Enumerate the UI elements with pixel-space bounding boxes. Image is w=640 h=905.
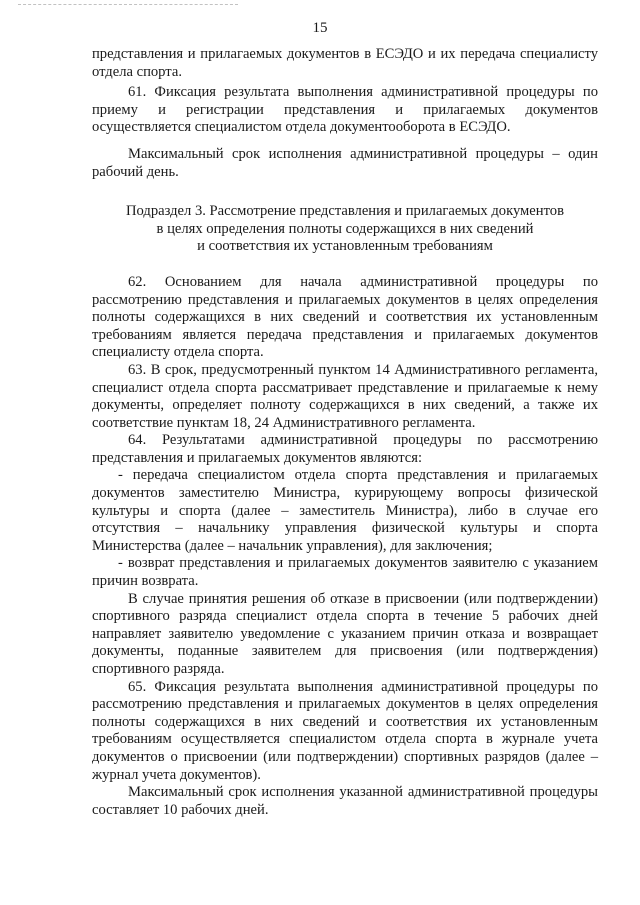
page-number: 15 bbox=[312, 20, 328, 36]
subsection-heading-line-2: в целях определения полноты содержащихся в них сведений bbox=[156, 220, 534, 237]
subsection-heading-line-3: и соответствия их установленным требованиям bbox=[197, 238, 493, 255]
paragraph-64-refusal: В случае принятия решения об отказе в присвоении (или подтверждении) спортивного разряда специалист отдела спорта в течение 5 рабочих дней направляет заявителю уведомление с указанием причин отказа и возвращает документы, поданные заявителем для присвоения (или подтверждения) спортивного разряда. bbox=[92, 590, 598, 677]
subsection-heading bbox=[92, 203, 598, 256]
paragraph-63: 63. В срок, предусмотренный пунктом 14 Административного регламента, специалист отдела спорта рассматривает представление и прилагаемые к нему документы, определяет полноту содержащихся в них сведений, а также их соответствие пунктам 18, 24 Административного регламента. bbox=[92, 361, 598, 431]
subsection-heading-line-1: Подраздел 3. Рассмотрение представления и прилагаемых документов bbox=[126, 203, 564, 220]
paragraph-intro-continuation: представления и прилагаемых документов в ЕСЭДО и их передача специалисту отдела спорта. bbox=[92, 46, 598, 80]
paragraph-64-list-item-transfer: - передача специалистом отдела спорта представления и прилагаемых документов заместителю Министра, курирующему вопросы физической культуры и спорта (далее – заместитель Министра), либо в случае его отсутствия – начальнику управления физической культуры и спорта Министерства (далее – начальник управления), для заключения; bbox=[92, 467, 598, 554]
paragraph-61: 61. Фиксация результата выполнения административной процедуры по приему и регистрации представления и прилагаемых документов осуществляется специалистом отдела документооборота в ЕСЭДО. bbox=[92, 84, 598, 136]
document-body bbox=[92, 46, 598, 819]
scan-artifact-marks bbox=[18, 4, 238, 9]
paragraph-65-max-term: Максимальный срок исполнения указанной административной процедуры составляет 10 рабочих дней. bbox=[92, 784, 598, 818]
paragraph-65: 65. Фиксация результата выполнения административной процедуры по рассмотрению представления и прилагаемых документов в целях определения полноты содержащихся в них сведений и соответствия их установленным требованиям осуществляется специалистом отдела спорта в журнале учета документов о присвоении (или подтверждении) спортивных разрядов (далее – журнал учета документов). bbox=[92, 678, 598, 783]
paragraph-62: 62. Основанием для начала административной процедуры по рассмотрению представления и прилагаемых документов в целях определения полноты содержащихся в них сведений и соответствия их установленным требованиям является передача представления и прилагаемых документов специалисту отдела спорта. bbox=[92, 273, 598, 361]
paragraph-64-list-item-return: - возврат представления и прилагаемых документов заявителю с указанием причин возврата. bbox=[92, 555, 598, 590]
paragraph-61-max-term: Максимальный срок исполнения административной процедуры – один рабочий день. bbox=[92, 145, 598, 180]
paragraph-64: 64. Результатами административной процедуры по рассмотрению представления и прилагаемых документов являются: bbox=[92, 432, 598, 466]
